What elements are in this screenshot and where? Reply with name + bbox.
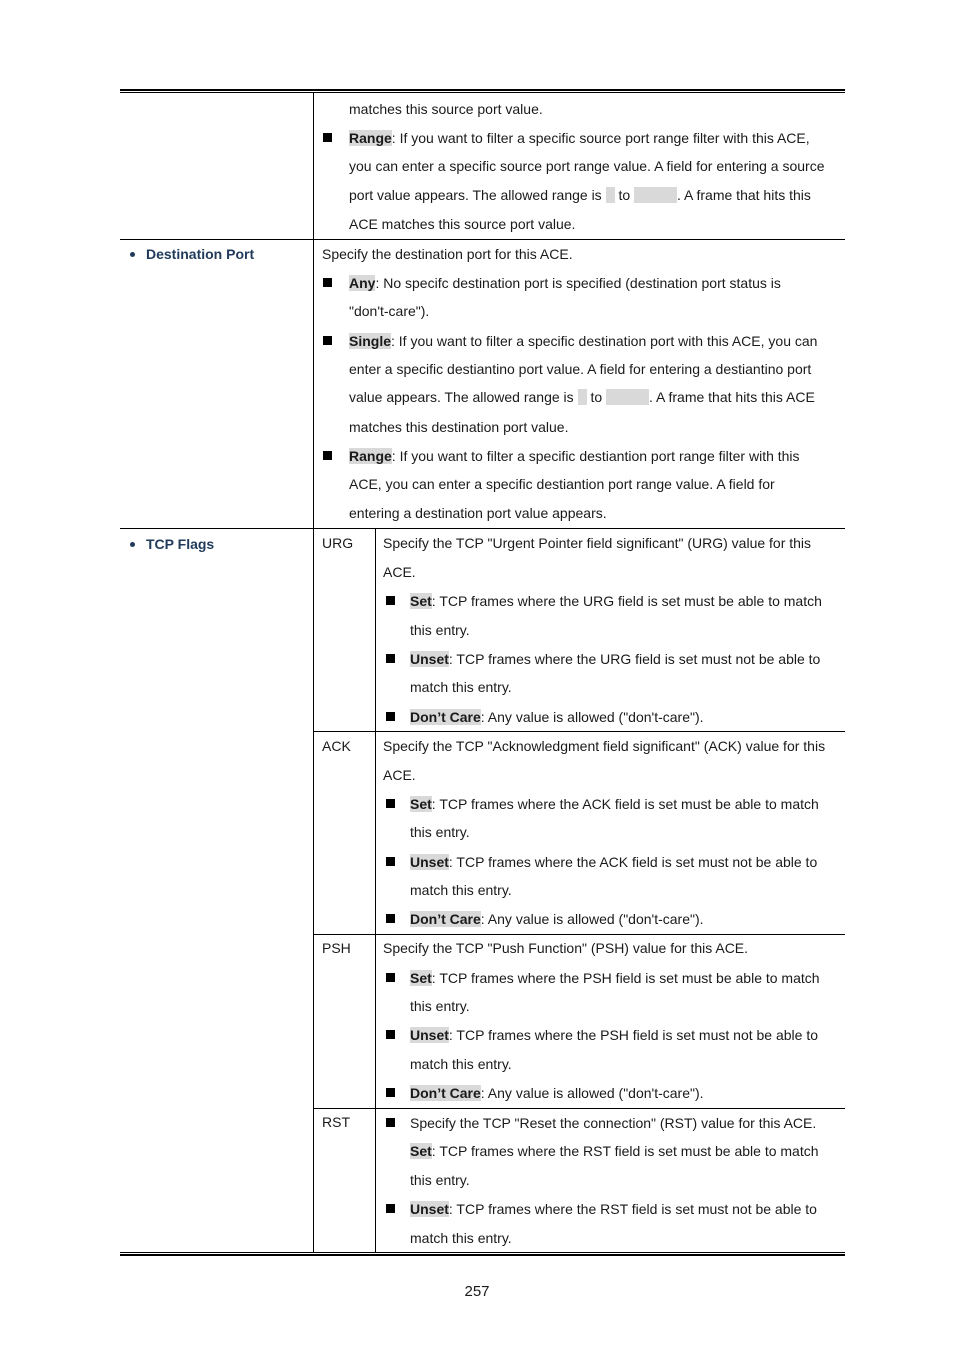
description-text: ACE.	[383, 564, 416, 580]
description-text: matches this destination port value.	[349, 419, 569, 435]
parameter-name: TCP Flags	[146, 536, 215, 552]
bullet-dot-icon	[130, 252, 135, 257]
option-label: Don’t Care	[410, 1085, 481, 1101]
bullet-square-icon	[323, 451, 332, 460]
description-text: Specify the TCP "Urgent Pointer field significant" (URG) value for this	[383, 535, 812, 551]
dont-care-option: Don’t Care: Any value is allowed ("don't-care").	[410, 709, 704, 725]
bullet-dot-icon	[130, 542, 135, 547]
description-text: ACE matches this source port value.	[349, 216, 576, 232]
description-text: match this entry.	[410, 1056, 512, 1072]
option-label: Single	[349, 333, 392, 349]
flag-name-ack: ACK	[322, 738, 351, 754]
option-label: Set	[410, 1143, 432, 1159]
row-divider	[120, 239, 845, 240]
option-label: Unset	[410, 1027, 449, 1043]
bullet-square-icon	[386, 596, 395, 605]
column-divider	[313, 93, 314, 1253]
unset-option: Unset: TCP frames where the PSH field is set must not be able to	[410, 1027, 819, 1043]
option-label: Range	[349, 448, 392, 464]
bullet-square-icon	[323, 336, 332, 345]
unset-option: Unset: TCP frames where the URG field is set must not be able to	[410, 651, 821, 667]
flag-name-urg: URG	[322, 535, 354, 551]
set-option: Set: TCP frames where the URG field is set must be able to match	[410, 593, 822, 609]
description-text: ACE.	[383, 767, 416, 783]
flag-row-divider	[313, 731, 845, 732]
dont-care-option: Don’t Care: Any value is allowed ("don't-care").	[410, 911, 704, 927]
description-text: entering a destination port value appears.	[349, 505, 607, 521]
option-label: Set	[410, 593, 432, 609]
description-text: this entry.	[410, 1172, 470, 1188]
set-option: Set: TCP frames where the ACK field is set must be able to match	[410, 796, 819, 812]
range-option: Range: If you want to filter a specific source port range filter with this ACE,	[349, 130, 810, 146]
description-text: match this entry.	[410, 1230, 512, 1246]
option-label: Set	[410, 796, 432, 812]
description-text: match this entry.	[410, 882, 512, 898]
bullet-square-icon	[386, 1030, 395, 1039]
unset-option: Unset: TCP frames where the RST field is set must not be able to	[410, 1201, 817, 1217]
description-text: match this entry.	[410, 679, 512, 695]
description-text: Specify the destination port for this ACE.	[322, 246, 573, 262]
description-text: ACE, you can enter a specific destiantion port range value. A field for	[349, 476, 775, 492]
bullet-square-icon	[386, 1088, 395, 1097]
option-label: Unset	[410, 1201, 449, 1217]
description-text: enter a specific destiantino port value. A field for entering a destiantino port	[349, 361, 812, 377]
range-max-field	[634, 187, 677, 203]
description-text: this entry.	[410, 998, 470, 1014]
bullet-square-icon	[323, 278, 332, 287]
bullet-square-icon	[323, 133, 332, 142]
description-text: port value appears. The allowed range is to . A frame that hits this	[349, 187, 811, 203]
bullet-square-icon	[386, 712, 395, 721]
bullet-square-icon	[386, 654, 395, 663]
table-top-rule	[120, 89, 845, 93]
parameter-name: Destination Port	[146, 246, 255, 262]
description-text: matches this source port value.	[349, 101, 543, 117]
range-max-field	[606, 389, 649, 405]
option-label: Unset	[410, 651, 449, 667]
single-option: Single: If you want to filter a specific destination port with this ACE, you can	[349, 333, 818, 349]
option-label: Unset	[410, 854, 449, 870]
any-option: Any: No specifc destination port is specified (destination port status is	[349, 275, 781, 291]
flag-row-divider	[313, 1108, 845, 1109]
range-min-field	[606, 187, 615, 203]
description-text: you can enter a specific source port range value. A field for entering a source	[349, 158, 825, 174]
flag-row-divider	[313, 934, 845, 935]
description-text: Specify the TCP "Acknowledgment field significant" (ACK) value for this	[383, 738, 826, 754]
description-text: "don't-care").	[349, 303, 430, 319]
description-text: Specify the TCP "Reset the connection" (RST) value for this ACE.	[410, 1115, 817, 1131]
flag-name-psh: PSH	[322, 940, 351, 956]
dont-care-option: Don’t Care: Any value is allowed ("don't-care").	[410, 1085, 704, 1101]
option-label: Set	[410, 970, 432, 986]
option-label: Don’t Care	[410, 709, 481, 725]
row-divider	[120, 528, 845, 529]
bullet-square-icon	[386, 1204, 395, 1213]
page-number: 257	[464, 1283, 490, 1300]
description-text: value appears. The allowed range is to . A frame that hits this ACE	[349, 389, 815, 405]
bullet-square-icon	[386, 1118, 395, 1127]
unset-option: Unset: TCP frames where the ACK field is set must not be able to	[410, 854, 818, 870]
bullet-square-icon	[386, 799, 395, 808]
description-text: Specify the TCP "Push Function" (PSH) value for this ACE.	[383, 940, 749, 956]
range-option: Range: If you want to filter a specific destiantion port range filter with this	[349, 448, 800, 464]
bullet-square-icon	[386, 857, 395, 866]
bullet-square-icon	[386, 914, 395, 923]
set-option: Set: TCP frames where the PSH field is set must be able to match	[410, 970, 820, 986]
flag-name-rst: RST	[322, 1114, 350, 1130]
option-label: Any	[349, 275, 376, 291]
bullet-square-icon	[386, 973, 395, 982]
flag-column-divider	[375, 528, 376, 1253]
table-bottom-rule	[120, 1252, 845, 1256]
description-text: this entry.	[410, 622, 470, 638]
option-label: Range	[349, 130, 392, 146]
option-label: Don’t Care	[410, 911, 481, 927]
range-min-field	[578, 389, 587, 405]
set-option: Set: TCP frames where the RST field is set must be able to match	[410, 1143, 819, 1159]
description-text: this entry.	[410, 824, 470, 840]
